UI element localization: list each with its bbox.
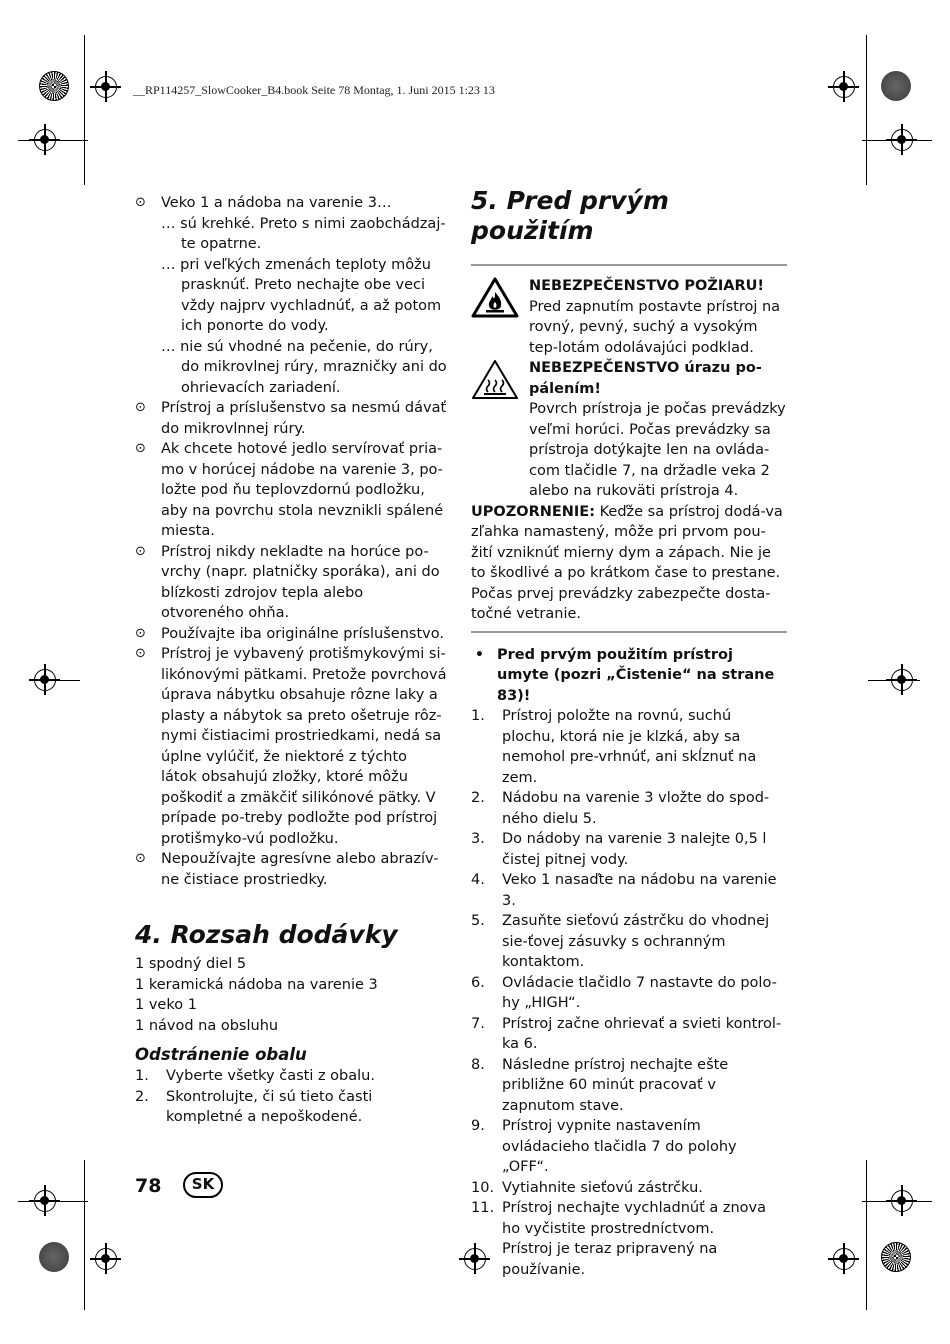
target-bullet-icon: ⊙ — [135, 400, 146, 415]
warning-text: Pred zapnutím postavte prístroj na rovný, pevný, suchý a vysokým tep-lotám odolávajúci podklad. — [529, 298, 781, 356]
list-item: 6. Ovládacie tlačidlo 7 nastavte do polo-hy „HIGH“. — [471, 973, 787, 1014]
step-text: Nádobu na varenie 3 vložte do spod-ného dielu 5. — [502, 790, 770, 827]
delivery-item: 1 návod na obsluhu — [135, 1017, 279, 1034]
sub-item-text: … pri veľkých zmenách teploty môžu prasknúť. Preto nechajte obe veci vždy najprv vychladnúť, a až potom ich ponorte do vody. — [161, 256, 442, 334]
registration-dial-icon — [881, 1242, 911, 1272]
final-line: Prístroj je teraz pripravený na používanie. — [502, 1241, 718, 1278]
target-bullet-icon: ⊙ — [135, 543, 146, 559]
bullet-text: Používajte iba originálne príslušenstvo. — [161, 625, 444, 642]
registration-mark-icon — [833, 76, 855, 98]
color-target-icon — [39, 1242, 69, 1272]
list-item: 5. Zasuňte sieťovú zástrčku do vhodnej sie-ťovej zásuvky s ochranným kontaktom. — [471, 911, 787, 973]
step-text: Skontrolujte, či sú tieto časti kompletné a nepoškodené. — [166, 1088, 373, 1125]
list-item: 2. Skontrolujte, či sú tieto časti kompletné a nepoškodené. — [135, 1087, 447, 1128]
list-item: 7. Prístroj začne ohrievať a svieti kontrol-ka 6. — [471, 1014, 787, 1055]
registration-mark-icon — [891, 669, 913, 691]
registration-mark-icon — [34, 1190, 56, 1212]
bullet-text: Ak chcete hotové jedlo servírovať pria-mo v horúcej nádobe na varenie 3, po-ložte pod ňu teplovzdornú podložku, aby na povrchu stola nevznikli spálené miesta. — [161, 441, 444, 539]
list-item — [135, 439, 447, 542]
bullet-text: Prístroj nikdy nekladte na horúce po-vrchy (napr. platničky sporáka), ani do blízkosti zdrojov tepla alebo otvoreného ohňa. — [161, 543, 440, 621]
sub-item — [135, 337, 447, 399]
right-column — [471, 186, 787, 1280]
step-text: Do nádoby na varenie 3 nalejte 0,5 l čistej pitnej vody. — [502, 831, 767, 868]
bullet-text: Prístroj a príslušenstvo sa nesmú dávať do mikrovlnnej rúry. — [161, 400, 447, 437]
page-number: 78 — [135, 1175, 162, 1197]
warning-text: Povrch prístroja je počas prevádzky veľmi horúci. Počas prevádzky sa prístroja dotýkajte len na ovláda-com tlačidle 7, na držadle veka 2 alebo na rukoväti prístroja 4. — [529, 401, 786, 499]
step-text: Ovládacie tlačidlo 7 nastavte do polo-hy „HIGH“. — [502, 974, 777, 1011]
note — [471, 502, 787, 625]
list-item: 1. Prístroj položte na rovnú, suchú plochu, ktorá nie je klzká, aby sa nemohol pre-vrhnúť, ani skĺznuť na zem. — [471, 706, 787, 788]
registration-mark-icon — [34, 669, 56, 691]
section-4-title: 4. Rozsah dodávky — [135, 920, 398, 949]
target-bullet-icon: ⊙ — [135, 195, 146, 210]
list-item: 10. Vytiahnite sieťovú zástrčku. — [471, 1178, 787, 1199]
bullet-text: Pred prvým použitím prístroj umyte (pozri „Čistenie“ na strane 83)! — [497, 646, 775, 704]
fire-warning — [471, 276, 787, 358]
registration-mark-icon — [95, 1248, 117, 1270]
list-item — [471, 645, 787, 707]
registration-mark-icon — [891, 129, 913, 151]
step-text: Veko 1 nasaďte na nádobu na varenie 3. — [502, 872, 777, 909]
step-text: Následne prístroj nechajte ešte približne 60 minút pracovať v zapnutom stave. — [502, 1056, 729, 1114]
language-badge: SK — [183, 1172, 223, 1198]
burn-warning — [471, 358, 787, 502]
delivery-item: 1 veko 1 — [135, 997, 197, 1013]
target-bullet-icon: ⊙ — [135, 625, 146, 641]
bullet-text: Nepoužívajte agresívne alebo abrazív-ne čistiace prostriedky. — [161, 851, 439, 888]
book-header: __RP114257_SlowCooker_B4.book Seite 78 Montag, 1. Juni 2015 1:23 13 — [133, 83, 495, 97]
registration-mark-icon — [833, 1248, 855, 1270]
note-text: Keďže sa prístroj dodá-va zľahka namastený, môže pri prvom pou-žití vzniknúť mierny dym a zápach. Nie je to škodlivé a po krátkom čase to prestane. Počas prvej prevádzky zabezpečte dosta-točné vetranie. — [471, 503, 783, 622]
sub-item — [135, 214, 447, 255]
list-item: 11. Prístroj nechajte vychladnúť a znova ho vyčistite prostredníctvom. — [471, 1198, 787, 1239]
registration-mark-icon — [34, 129, 56, 151]
step-text: Prístroj položte na rovnú, suchú plochu, ktorá nie je klzká, aby sa nemohol pre-vrhnúť, ani skĺznuť na zem. — [502, 708, 757, 786]
step-text: Prístroj začne ohrievať a svieti kontrol-ka 6. — [502, 1015, 782, 1052]
delivery-item: 1 spodný diel 5 — [135, 956, 247, 972]
warning-title: NEBEZPEČENSTVO POŽIARU! — [529, 278, 765, 294]
list-item — [135, 398, 447, 439]
list-item: 3. Do nádoby na varenie 3 nalejte 0,5 l čistej pitnej vody. — [471, 829, 787, 870]
list-item: 4. Veko 1 nasaďte na nádobu na varenie 3. — [471, 870, 787, 911]
unpack-title: Odstránenie obalu — [135, 1045, 307, 1064]
note-label: UPOZORNENIE: — [471, 503, 596, 520]
fire-warning-icon — [471, 276, 519, 318]
warning-title: NEBEZPEČENSTVO úrazu po-pálením! — [529, 360, 762, 397]
dot-bullet-icon: • — [475, 646, 484, 663]
step-text: Prístroj nechajte vychladnúť a znova ho vyčistite prostredníctvom. — [502, 1200, 767, 1237]
list-item: 8. Následne prístroj nechajte ešte približne 60 minút pracovať v zapnutom stave. — [471, 1055, 787, 1117]
bullet-text: Prístroj je vybavený protišmykovými si-likónovými pätkami. Pretože povrchová úprava nábytku obsahuje rôzne laky a plasty a nábytok sa preto ošetruje rôz-nymi čistiacimi prostriedkami, nedá sa úplne vylúčiť, že niektoré z týchto látok obsahujú zložky, ktoré môžu poškodiť a zmäkčiť silikónové pätky. V prípade po-treby podložte pod prístroj protišmyko-vú podložku. — [161, 646, 447, 847]
step-text: Zasuňte sieťovú zástrčku do vhodnej sie-ťovej zásuvky s ochranným kontaktom. — [502, 913, 770, 970]
list-item — [135, 849, 447, 890]
bullet-text: Veko 1 a nádoba na varenie 3… — [161, 195, 392, 211]
color-target-icon — [881, 71, 911, 101]
target-bullet-icon: ⊙ — [135, 851, 146, 866]
sub-item — [135, 255, 447, 337]
registration-mark-icon — [891, 1190, 913, 1212]
step-text: Vytiahnite sieťovú zástrčku. — [502, 1179, 703, 1196]
list-item — [135, 193, 447, 214]
list-item: 1. Vyberte všetky časti z obalu. — [135, 1066, 447, 1087]
registration-dial-icon — [39, 71, 69, 101]
target-bullet-icon: ⊙ — [135, 646, 146, 661]
delivery-item: 1 keramická nádoba na varenie 3 — [135, 976, 378, 993]
registration-mark-icon — [95, 76, 117, 98]
left-column — [135, 193, 447, 1128]
section-5-title: 5. Pred prvým použitím — [471, 186, 669, 245]
hot-surface-warning-icon — [471, 358, 519, 400]
sub-item-text: … nie sú vhodné na pečenie, do rúry, do mikrovlnej rúry, mrazničky ani do ohrievacích zariadení. — [161, 338, 447, 396]
target-bullet-icon: ⊙ — [135, 441, 146, 456]
list-item: 2. Nádobu na varenie 3 vložte do spod-ného dielu 5. — [471, 788, 787, 829]
step-text: Vyberte všetky časti z obalu. — [166, 1068, 375, 1084]
list-item — [135, 624, 447, 645]
list-item — [135, 644, 447, 849]
step-text: Prístroj vypnite nastavením ovládacieho tlačidla 7 do polohy „OFF“. — [502, 1118, 737, 1175]
list-item — [135, 542, 447, 624]
sub-item-text: … sú krehké. Preto s nimi zaobchádzaj-te opatrne. — [161, 215, 446, 252]
list-item: 9. Prístroj vypnite nastavením ovládacieho tlačidla 7 do polohy „OFF“. — [471, 1116, 787, 1178]
